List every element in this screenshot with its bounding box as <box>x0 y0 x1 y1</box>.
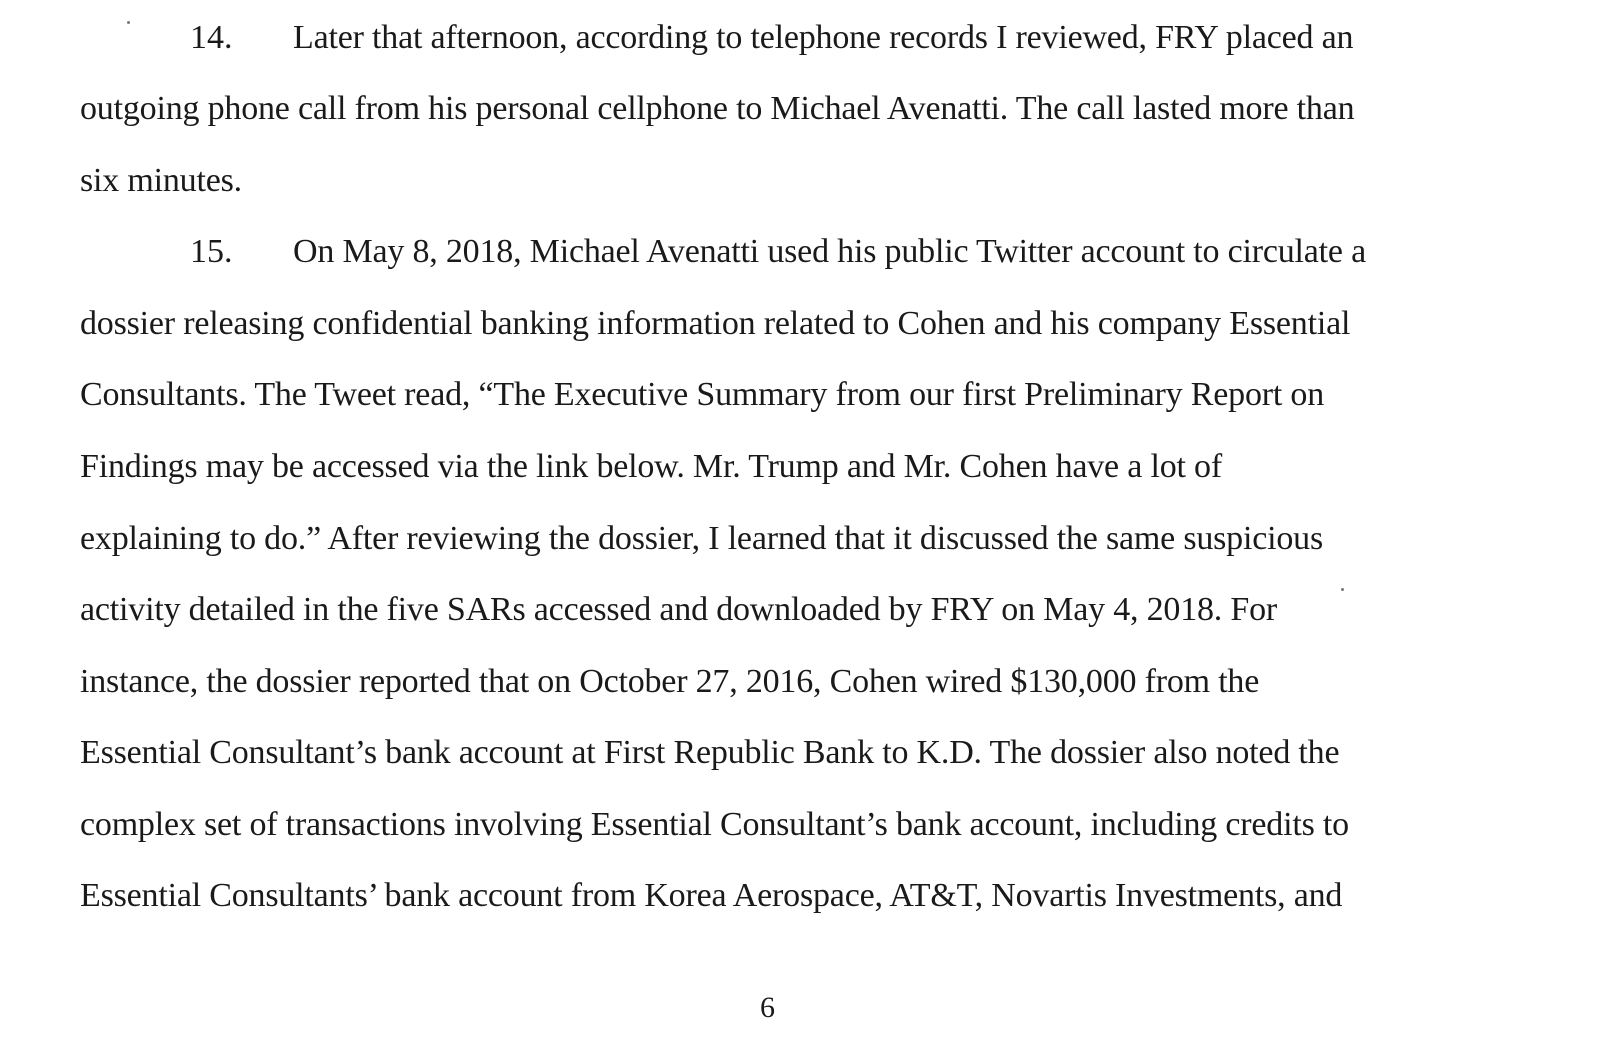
paragraph-line: Later that afternoon, according to telephone records I reviewed, FRY placed an <box>293 19 1354 56</box>
paragraph-number: 14. <box>190 19 233 56</box>
scan-speck <box>127 21 130 24</box>
paragraph-line: activity detailed in the five SARs accessed and downloaded by FRY on May 4, 2018. For <box>80 591 1278 628</box>
paragraph-line: Findings may be accessed via the link below. Mr. Trump and Mr. Cohen have a lot of <box>80 448 1222 485</box>
paragraph-number: 15. <box>190 233 233 270</box>
paragraph-line: explaining to do.” After reviewing the dossier, I learned that it discussed the same suspicious <box>80 520 1324 557</box>
paragraph-line: Essential Consultants’ bank account from Korea Aerospace, AT&T, Novartis Investments, and <box>80 877 1343 914</box>
paragraph-line: On May 8, 2018, Michael Avenatti used his public Twitter account to circulate a <box>293 233 1366 270</box>
paragraph-line: outgoing phone call from his personal cellphone to Michael Avenatti. The call lasted more than <box>80 90 1355 127</box>
paragraph-line: Consultants. The Tweet read, “The Executive Summary from our first Preliminary Report on <box>80 376 1325 413</box>
page-number: 6 <box>760 991 775 1024</box>
paragraph-line: instance, the dossier reported that on October 27, 2016, Cohen wired $130,000 from the <box>80 663 1260 700</box>
scan-speck <box>1341 588 1344 591</box>
paragraph-line: Essential Consultant’s bank account at First Republic Bank to K.D. The dossier also noted the <box>80 734 1340 771</box>
paragraph-line: dossier releasing confidential banking information related to Cohen and his company Essential <box>80 305 1351 342</box>
paragraph-line: complex set of transactions involving Essential Consultant’s bank account, including credits to <box>80 806 1349 843</box>
paragraph-line: six minutes. <box>80 162 242 199</box>
